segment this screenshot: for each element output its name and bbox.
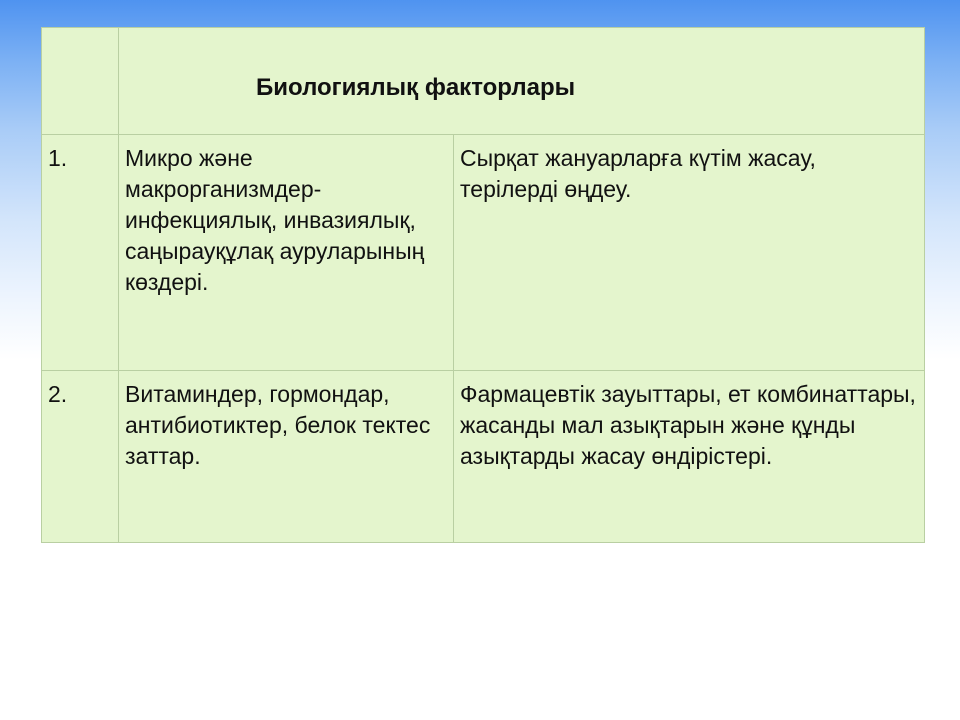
sources-cell: Фармацевтік зауыттары, ет комбинаттары, жасанды мал азықтарын және құнды азықтарды жасау өндірістері. bbox=[454, 371, 925, 543]
row-number: 1. bbox=[42, 135, 119, 371]
table-row bbox=[42, 135, 925, 371]
row-number: 2. bbox=[42, 371, 119, 543]
factor-cell: Микро және макрорганизмдер-инфекциялық, инвазиялық, саңырауқұлақ ауруларының көздері. bbox=[119, 135, 454, 371]
header-title-cell bbox=[119, 28, 925, 135]
table-header-row bbox=[42, 28, 925, 135]
table-title: Биологиялық факторлары bbox=[256, 74, 576, 101]
factor-cell: Витаминдер, гормондар, антибиотиктер, белок тектес заттар. bbox=[119, 371, 454, 543]
sources-cell: Сырқат жануарларға күтім жасау, терілерді өңдеу. bbox=[454, 135, 925, 371]
header-empty-cell bbox=[42, 28, 119, 135]
table-row bbox=[42, 371, 925, 543]
biological-factors-table bbox=[41, 27, 925, 543]
